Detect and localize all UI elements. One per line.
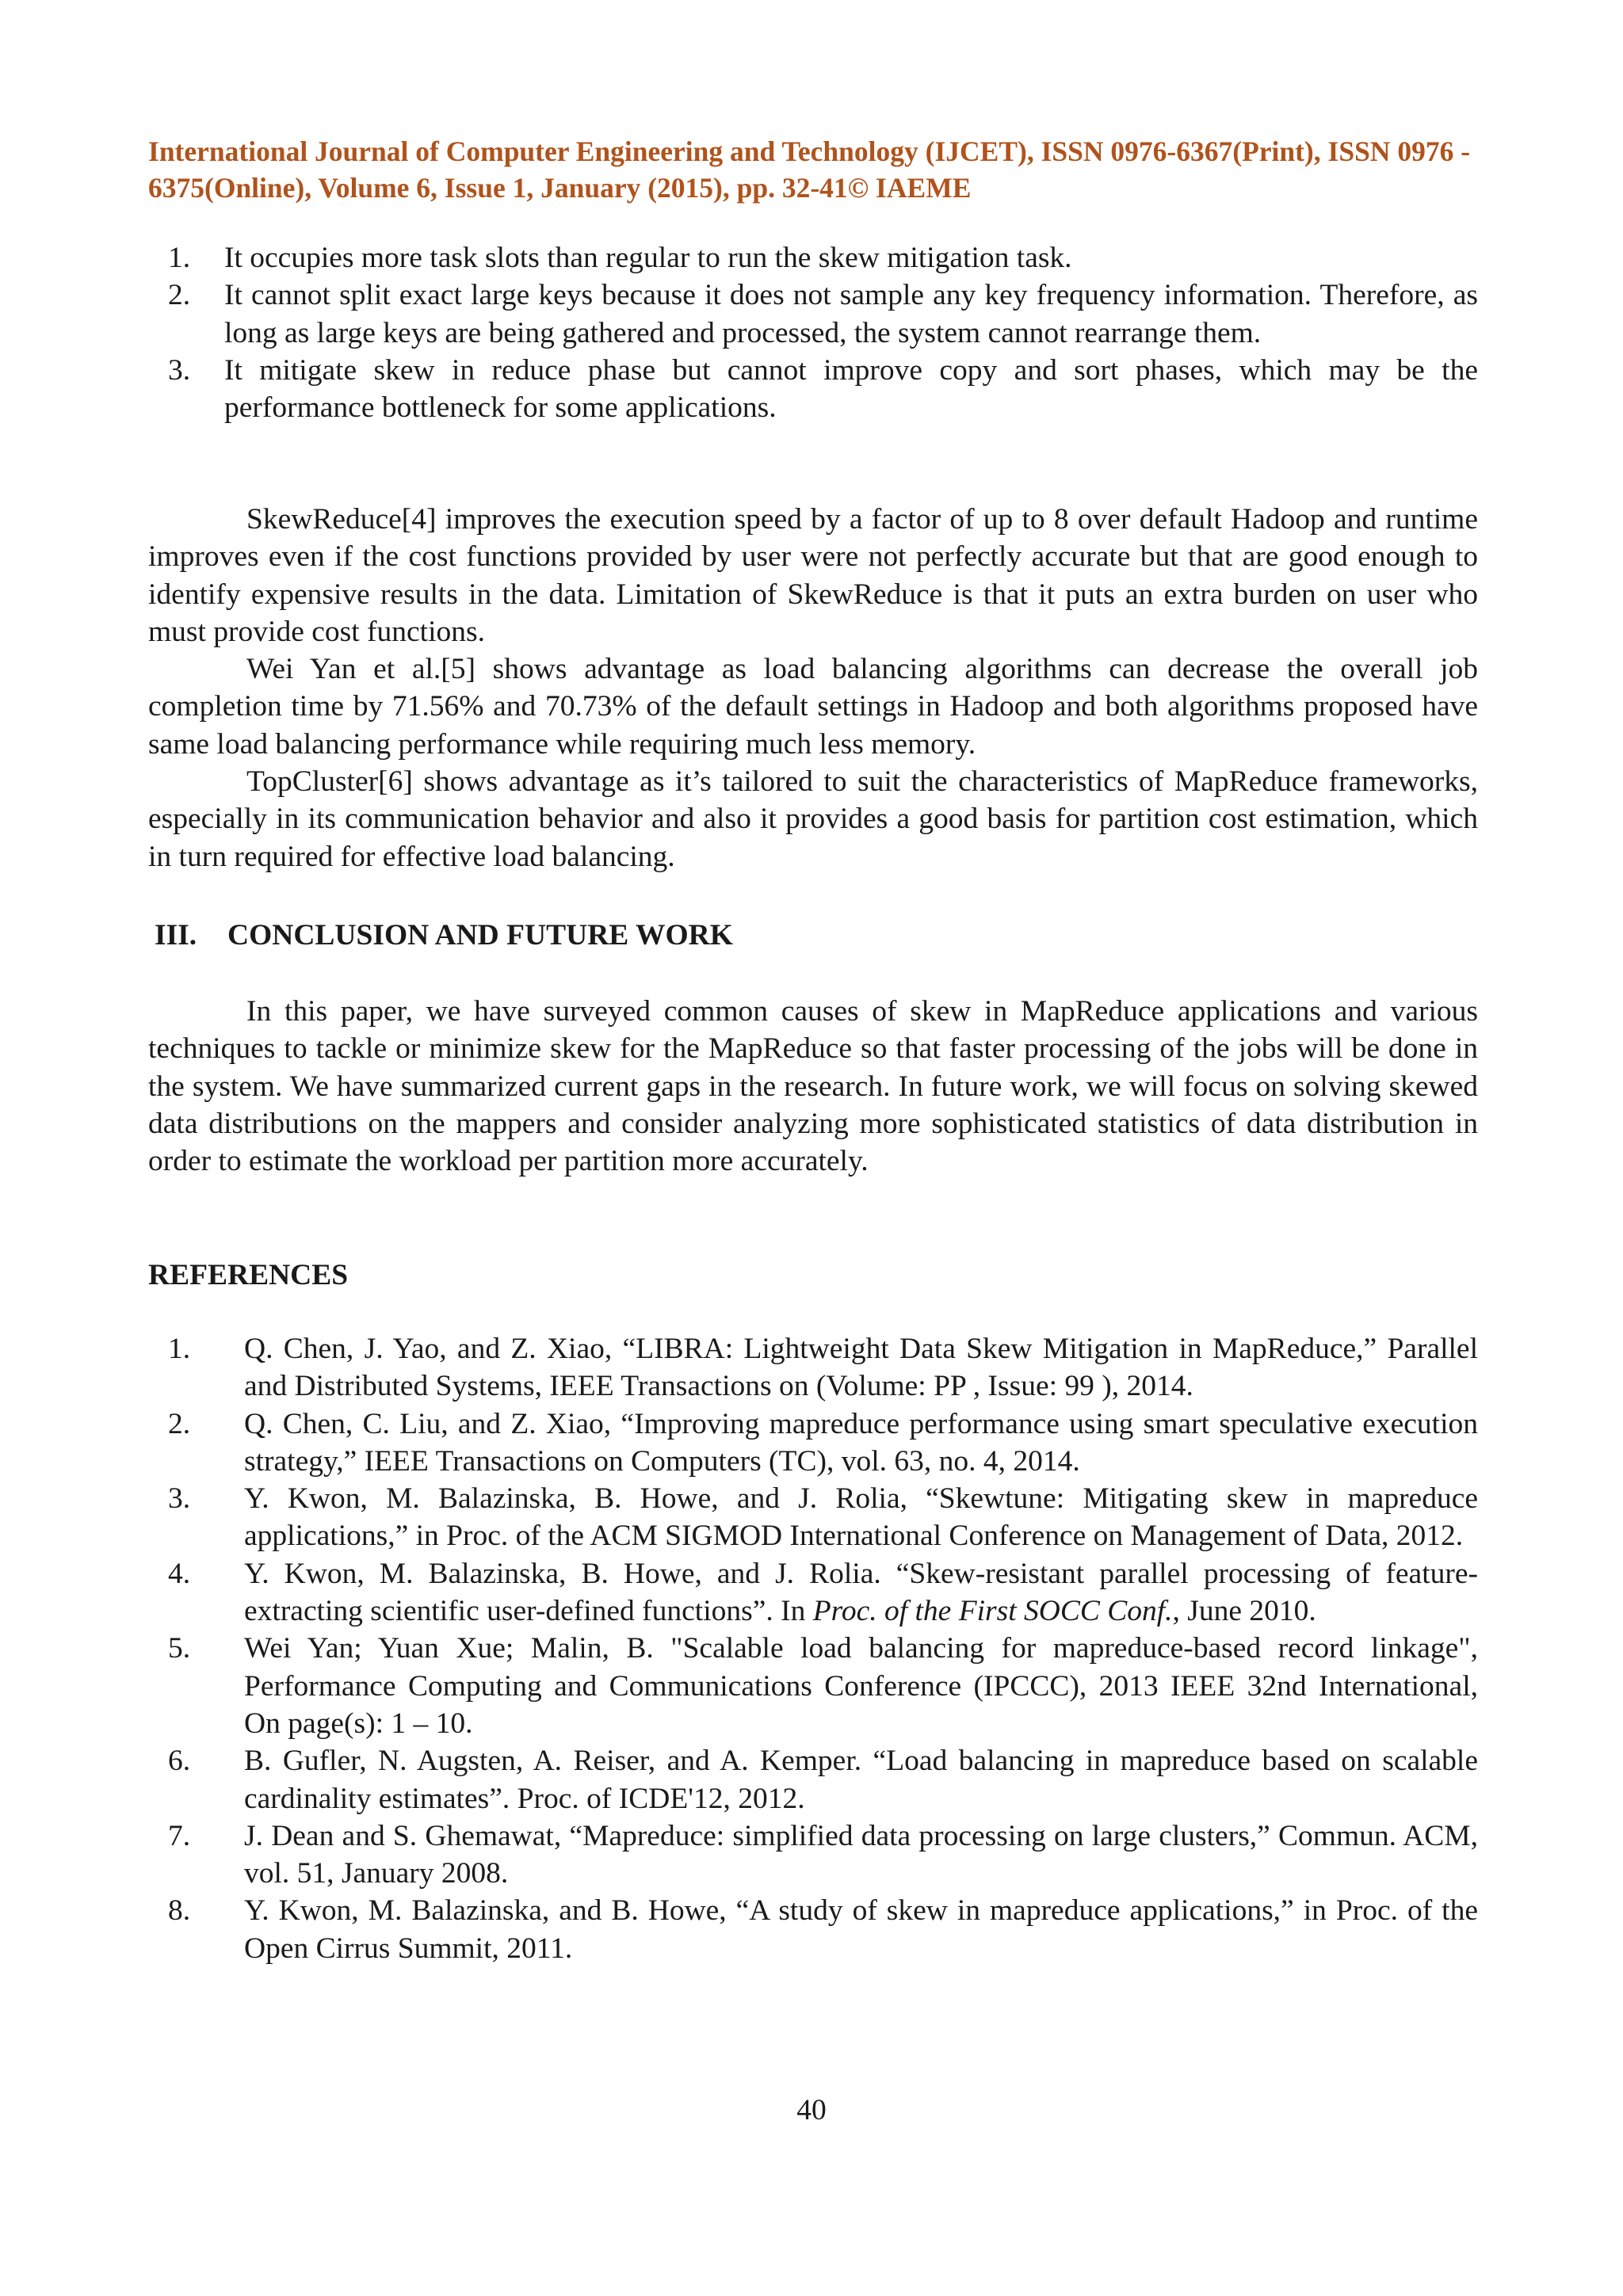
limitation-text: It cannot split exact large keys because it does not sample any key frequency information. Therefore, as long as large keys are being gathered and processed, the system cannot rearrange them.	[224, 279, 1478, 349]
journal-running-header: International Journal of Computer Engineering and Technology (IJCET), ISSN 0976-6367(Print), ISSN 0976 - 6375(Online), Volume 6, Issue 1, January (2015), pp. 32-41© IAEME	[148, 135, 1471, 204]
reference-text: B. Gufler, N. Augsten, A. Reiser, and A. Kemper. “Load balancing in mapreduce based on scalable cardinality estimates”. Proc. of ICDE'12, 2012.	[244, 1745, 1478, 1815]
reference-number: 3.	[168, 1482, 191, 1516]
skewreduce-paragraph: SkewReduce[4] improves the execution speed by a factor of up to 8 over default Hadoop and runtime improves even if the cost functions provided by user were not perfectly accurate but that are good enough to identify expensive results in the data. Limitation of SkewReduce is that it puts an extra burden on user who must provide cost functions.	[148, 503, 1478, 648]
section-title: CONCLUSION AND FUTURE WORK	[227, 919, 733, 952]
limitation-text: It occupies more task slots than regular to run the skew mitigation task.	[224, 242, 1072, 274]
wei-yan-paragraph: Wei Yan et al.[5] shows advantage as load balancing algorithms can decrease the overall job completion time by 71.56% and 70.73% of the default settings in Hadoop and both algorithms proposed have same load balancing performance while requiring much less memory.	[148, 653, 1478, 761]
limitations-list	[148, 239, 1478, 426]
limitation-item	[148, 239, 1478, 277]
reference-number: 8.	[168, 1894, 191, 1928]
conclusion-paragraph: In this paper, we have surveyed common causes of skew in MapReduce applications and various techniques to tackle or minimize skew for the MapReduce so that faster processing of the jobs will be done in the system. We have summarized current gaps in the research. In future work, we will focus on solving skewed data distributions on the mappers and consider analyzing more sophisticated statistics of data distribution in order to estimate the workload per partition more accurately.	[148, 995, 1478, 1178]
discussion-section	[148, 501, 1478, 875]
reference-item	[148, 1892, 1478, 1967]
reference-number: 1.	[168, 1333, 191, 1365]
reference-item	[148, 1742, 1478, 1817]
reference-item	[148, 1480, 1478, 1555]
reference-number: 2.	[168, 1407, 191, 1440]
reference-item	[148, 1555, 1478, 1630]
reference-text: Y. Kwon, M. Balazinska, and B. Howe, “A study of skew in mapreduce applications,” in Proc. of the Open Cirrus Summit, 2011.	[244, 1894, 1478, 1965]
reference-text-before: Y. Kwon, M. Balazinska, B. Howe, and J. Rolia. “Skew-resistant parallel processing of feature-extracting scientific user-defined functions”. In	[244, 1557, 1478, 1628]
reference-number: 6.	[168, 1745, 191, 1778]
reference-item	[148, 1817, 1478, 1893]
reference-number: 7.	[168, 1819, 191, 1852]
references-heading: REFERENCES	[148, 1259, 349, 1291]
reference-text: Q. Chen, C. Liu, and Z. Xiao, “Improving mapreduce performance using smart speculative execution strategy,” IEEE Transactions on Computers (TC), vol. 63, no. 4, 2014.	[244, 1407, 1478, 1478]
references-list	[148, 1330, 1478, 1967]
reference-text: J. Dean and S. Ghemawat, “Mapreduce: simplified data processing on large clusters,” Commun. ACM, vol. 51, January 2008.	[244, 1819, 1478, 1890]
reference-item	[148, 1405, 1478, 1481]
limitations-list-block	[148, 239, 1478, 426]
limitation-number: 2.	[168, 279, 191, 312]
limitation-number: 3.	[168, 353, 191, 387]
references-section	[148, 1330, 1478, 1967]
reference-number: 4.	[168, 1557, 191, 1590]
reference-venue-italic: Proc. of the First SOCC Conf.	[812, 1595, 1173, 1628]
limitation-number: 1.	[168, 242, 191, 274]
reference-item	[148, 1330, 1478, 1405]
reference-text: Q. Chen, J. Yao, and Z. Xiao, “LIBRA: Lightweight Data Skew Mitigation in MapReduce,” Parallel and Distributed Systems, IEEE Transactions on (Volume: PP , Issue: 99 ), 2014.	[244, 1333, 1478, 1403]
page-number: 40	[796, 2094, 827, 2126]
reference-text: Y. Kwon, M. Balazinska, B. Howe, and J. Rolia, “Skewtune: Mitigating skew in mapreduce applications,” in Proc. of the ACM SIGMOD International Conference on Management of Data, 2012.	[244, 1482, 1478, 1553]
limitation-text: It mitigate skew in reduce phase but cannot improve copy and sort phases, which may be the performance bottleneck for some applications.	[224, 353, 1478, 425]
conclusion-section	[148, 993, 1478, 1180]
section-number: III.	[155, 919, 197, 952]
limitation-item	[148, 277, 1478, 352]
reference-number: 5.	[168, 1632, 191, 1665]
topcluster-paragraph: TopCluster[6] shows advantage as it’s tailored to suit the characteristics of MapReduce frameworks, especially in its communication behavior and also it provides a good basis for partition cost estimation, which in turn required for effective load balancing.	[148, 765, 1478, 873]
reference-item	[148, 1630, 1478, 1742]
conclusion-heading	[155, 917, 733, 954]
reference-text: Wei Yan; Yuan Xue; Malin, B. "Scalable load balancing for mapreduce-based record linkage", Performance Computing and Communications Conference (IPCCC), 2013 IEEE 32nd International, On page(s): 1 – 10.	[244, 1632, 1478, 1740]
limitation-item	[148, 352, 1478, 427]
reference-text-after: , June 2010.	[1172, 1595, 1316, 1628]
